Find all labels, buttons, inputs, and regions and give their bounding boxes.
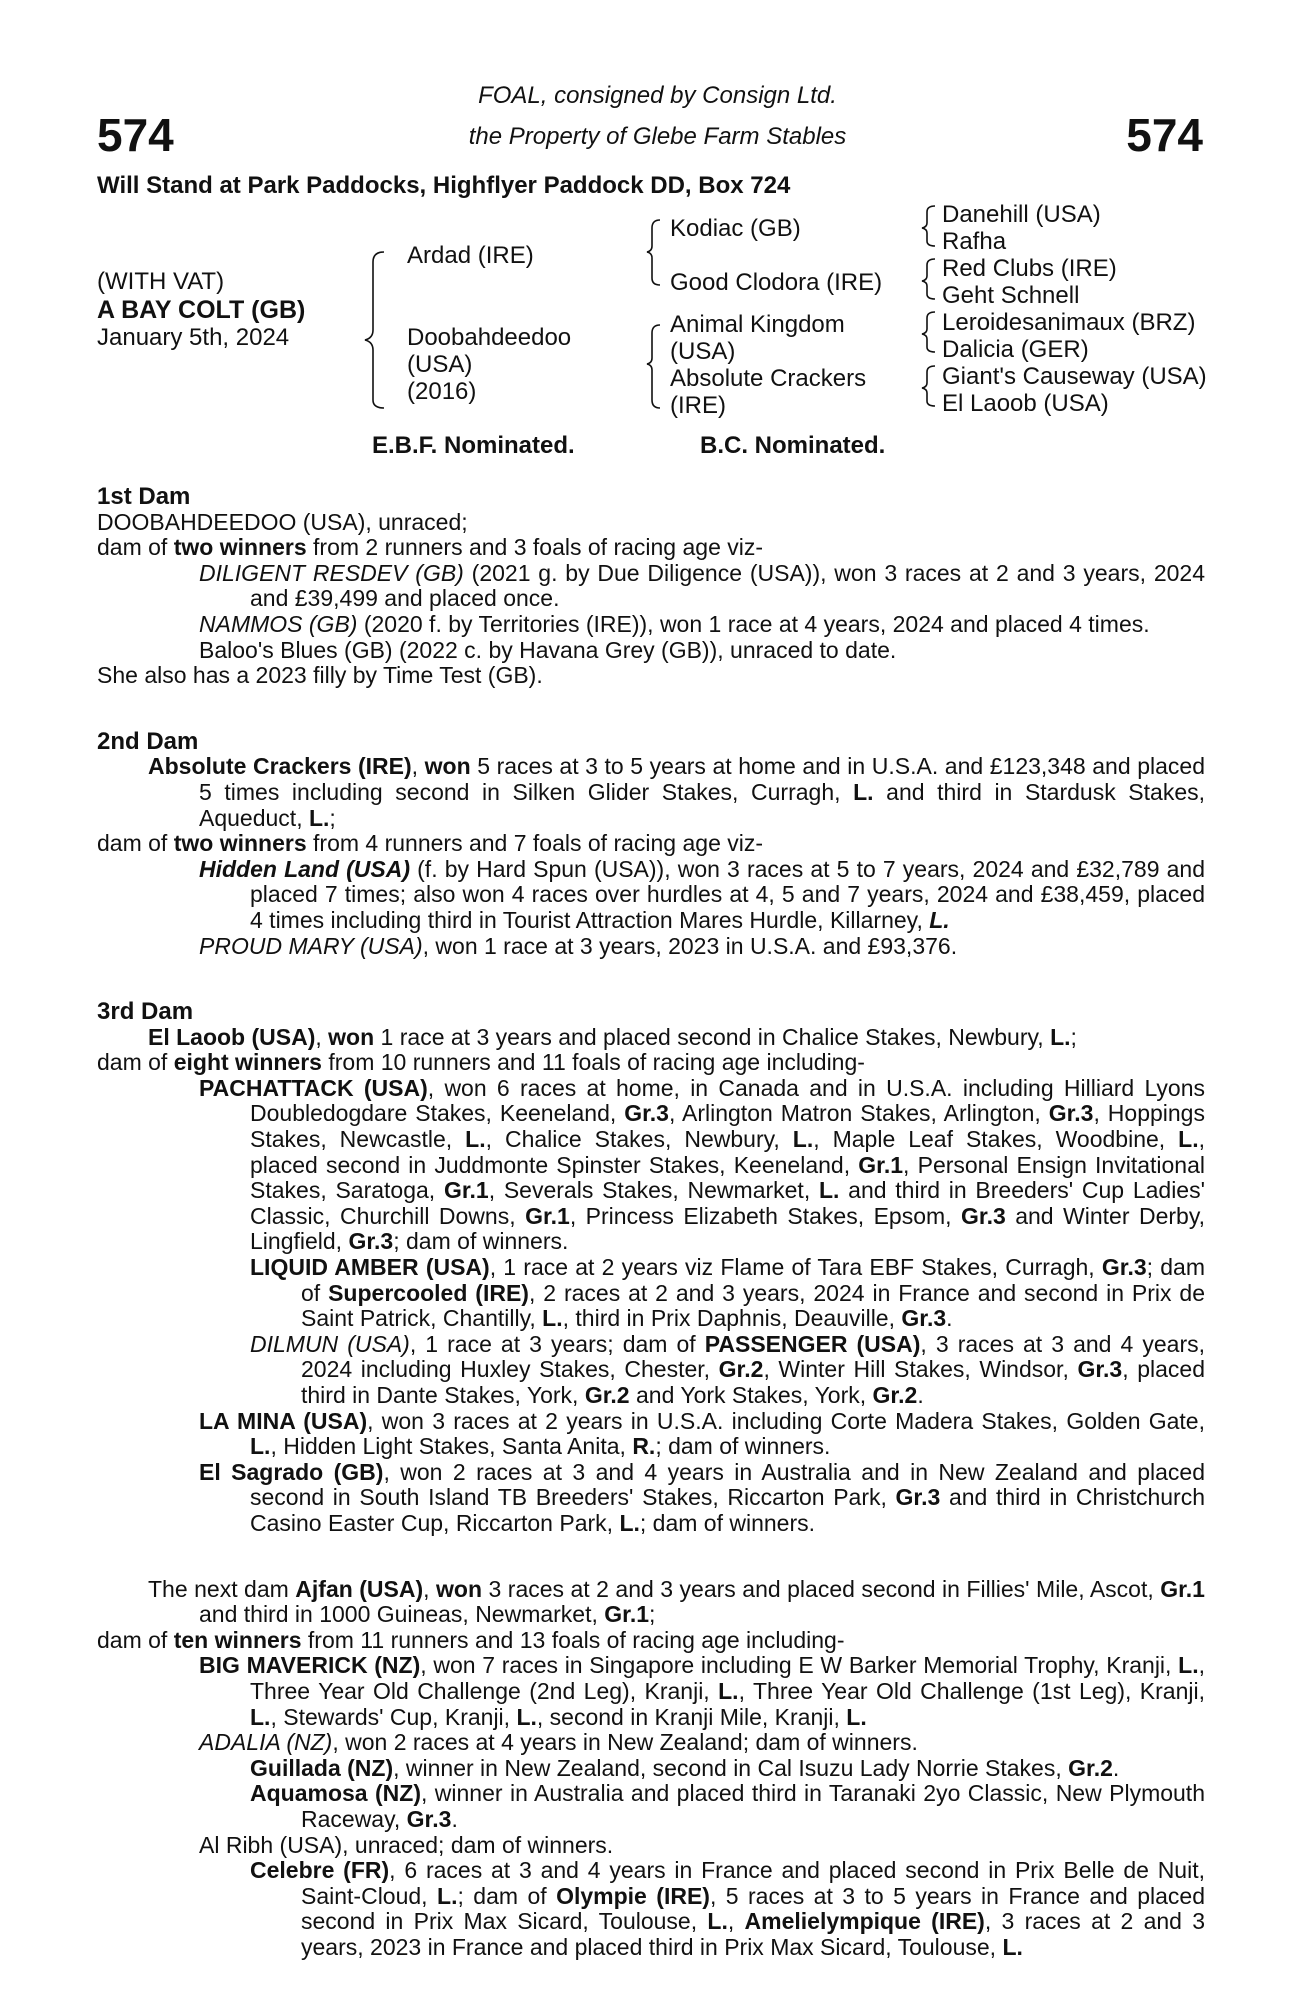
consigned-line-1: FOAL, consigned by Consign Ltd. [478, 82, 837, 109]
first-dam-produce-2: NAMMOS (GB) (2020 f. by Territories (IRE)), won 1 race at 4 years, 2024 and placed 4 times. [199, 610, 1150, 637]
third-dam-record: El Laoob (USA), won 1 race at 3 years and placed second in Chalice Stakes, Newbury, L.; [148, 1023, 1077, 1050]
brace-dam [647, 325, 660, 408]
first-dam-summary: DOOBAHDEEDOO (USA), unraced; [97, 508, 468, 535]
brace-gen1 [365, 252, 384, 408]
consigned-line-2: the Property of Glebe Farm Stables [468, 123, 847, 150]
next-dam-produce-count: dam of ten winners from 11 runners and 13 foals of racing age including- [97, 1626, 845, 1653]
next-dam-record: The next dam Ajfan (USA), won 3 races at 2 and 3 years and placed second in Fillies' Mile, Ascot, Gr.1 and third in 1000 Guineas, Newmarket, Gr.1; [148, 1575, 1205, 1628]
second-dam-produce-count: dam of two winners from 4 runners and 7 foals of racing age viz- [97, 830, 764, 857]
pedigree-braces [0, 0, 1315, 420]
lot-name: A BAY COLT (GB) [97, 296, 306, 324]
pedigree-sire: Ardad (IRE) [407, 242, 534, 269]
first-dam-yearling-note: She also has a 2023 filly by Time Test (GB). [97, 662, 543, 689]
next-dam-produce-big-maverick: BIG MAVERICK (NZ), won 7 races in Singapore including E W Barker Memorial Trophy, Kranji, L., Three Year Old Challenge (2nd Leg), Kranji, L., Three Year Old Challenge (1st Leg), Kranji, L., Stewards' Cup, Kranji, L., second in Kranji Mile, Kranji, L. [199, 1652, 1205, 1730]
brace-g1 [922, 206, 935, 246]
lot-number-right: 574 [1126, 109, 1203, 161]
pedigree-g3-3: Red Clubs (IRE) [942, 255, 1117, 282]
pedigree-g3-8: El Laoob (USA) [942, 390, 1109, 417]
third-dam-produce-pachattack: PACHATTACK (USA), won 6 races at home, in Canada and in U.S.A. including Hilliard Lyons Doubledogdare Stakes, Keeneland, Gr.3, Arlington Matron Stakes, Arlington, Gr.3, Hoppings Stakes, Newcastle, L., Chalice Stakes, Newbury, L., Maple Leaf Stakes, Woodbine, L., placed second in Juddmonte Spinster Stakes, Keeneland, Gr.1, Personal Ensign Invitational Stakes, Saratoga, Gr.1, Severals Stakes, Newmarket, L. and third in Breeders' Cup Ladies' Classic, Churchill Downs, Gr.1, Princess Elizabeth Stakes, Epsom, Gr.3 and Winter Derby, Lingfield, Gr.3; dam of winners. [199, 1074, 1206, 1255]
next-dam-produce-adalia: ADALIA (NZ), won 2 races at 4 years in New Zealand; dam of winners. [199, 1729, 918, 1756]
second-dam-heading: 2nd Dam [97, 727, 199, 755]
first-dam-produce-count: dam of two winners from 2 runners and 3 foals of racing age viz- [97, 534, 764, 561]
second-dam-record: Absolute Crackers (IRE), won 5 races at 3 to 5 years at home and in U.S.A. and £123,348 and placed 5 times including second in Silken Glider Stakes, Curragh, L. and third in Stardusk Stakes, Aqueduct, L.; [148, 753, 1206, 831]
pedigree-dam-dam-line1: Absolute Crackers [670, 365, 867, 392]
pedigree-dam-sire-line1: Animal Kingdom [670, 311, 845, 338]
third-dam-heading: 3rd Dam [97, 998, 194, 1026]
ebf-nominated: E.B.F. Nominated. [372, 432, 575, 459]
first-dam-produce-1: DILIGENT RESDEV (GB) (2021 g. by Due Diligence (USA)), won 3 races at 2 and 3 years, 2024 and £39,499 and placed once. [199, 559, 1205, 612]
pedigree-g3-6: Dalicia (GER) [942, 336, 1089, 363]
second-dam-produce-2: PROUD MARY (USA), won 1 race at 3 years, 2023 in U.S.A. and £93,376. [199, 932, 958, 959]
brace-g2 [922, 259, 935, 299]
pedigree-g3-7: Giant's Causeway (USA) [942, 363, 1207, 390]
pedigree-g3-4: Geht Schnell [942, 282, 1080, 309]
pedigree-dam-line1: Doobahdeedoo [407, 324, 572, 351]
lot-number-left: 574 [97, 109, 174, 161]
brace-sire [647, 220, 660, 285]
pedigree-dam-line2: (USA) [407, 351, 473, 378]
pedigree-g3-1: Danehill (USA) [942, 201, 1101, 228]
bc-nominated: B.C. Nominated. [700, 432, 886, 459]
third-dam-produce-count: dam of eight winners from 10 runners and 11 foals of racing age including- [97, 1049, 865, 1076]
third-dam-produce-la-mina: LA MINA (USA), won 3 races at 2 years in U.S.A. including Corte Madera Stakes, Golden Gate, L., Hidden Light Stakes, Santa Anita, R.; dam of winners. [199, 1407, 1205, 1460]
first-dam-produce-3: Baloo's Blues (GB) (2022 c. by Havana Grey (GB)), unraced to date. [199, 636, 897, 663]
pedigree-dam-dam-line2: (IRE) [670, 392, 726, 419]
pedigree-g3-2: Rafha [942, 228, 1007, 255]
second-dam-produce-1: Hidden Land (USA) (f. by Hard Spun (USA)), won 3 races at 5 to 7 years, 2024 and £32,789 and placed 7 times; also won 4 races over hurdles at 4, 5 and 7 years, 2024 and £38,459, placed 4 times including third in Tourist Attraction Mares Hurdle, Killarney, L. [199, 855, 1205, 933]
next-dam-produce-al-ribh: Al Ribh (USA), unraced; dam of winners. [199, 1831, 614, 1858]
pedigree-sire-dam: Good Clodora (IRE) [670, 269, 883, 296]
third-dam-produce-el-sagrado: El Sagrado (GB), won 2 races at 3 and 4 years in Australia and in New Zealand and placed second in South Island TB Breeders' Stakes, Riccarton Park, Gr.3 and third in Christchurch Casino Easter Cup, Riccarton Park, L.; dam of winners. [199, 1458, 1205, 1536]
first-dam-heading: 1st Dam [97, 483, 191, 510]
third-dam-grandproduce-dilmun: DILMUN (USA), 1 race at 3 years; dam of PASSENGER (USA), 3 races at 3 and 4 years, 2024 including Huxley Stakes, Chester, Gr.2, Winter Hill Stakes, Windsor, Gr.3, placed third in Dante Stakes, York, Gr.2 and York Stakes, York, Gr.2. [250, 1330, 1205, 1408]
foaling-date: January 5th, 2024 [97, 324, 290, 351]
pedigree-g3-5: Leroidesanimaux (BRZ) [942, 309, 1196, 336]
vat-note: (WITH VAT) [97, 268, 225, 295]
pedigree-sire-sire: Kodiac (GB) [670, 215, 801, 242]
produce-record [97, 484, 1205, 1960]
pedigree-dam-sire-line2: (USA) [670, 338, 736, 365]
third-dam-grandproduce-liquid-amber: LIQUID AMBER (USA), 1 race at 2 years viz Flame of Tara EBF Stakes, Curragh, Gr.3; dam of Supercooled (IRE), 2 races at 2 and 3 years, 2024 in France and second in Prix de Saint Patrick, Chantilly, L., third in Prix Daphnis, Deauville, Gr.3. [250, 1254, 1205, 1332]
brace-g4 [922, 366, 935, 406]
next-dam-grandproduce-celebre: Celebre (FR), 6 races at 3 and 4 years in France and placed second in Prix Belle de Nuit, Saint-Cloud, L.; dam of Olympie (IRE), 5 races at 3 to 5 years in France and placed second in Prix Max Sicard, Toulouse, L., Amelielympique (IRE), 3 races at 2 and 3 years, 2023 in France and placed third in Prix Max Sicard, Toulouse, L. [250, 1857, 1206, 1960]
pedigree-dam-line3: (2016) [407, 378, 477, 405]
next-dam-grandproduce-aquamosa: Aquamosa (NZ), winner in Australia and placed third in Taranaki 2yo Classic, New Plymouth Raceway, Gr.3. [250, 1780, 1205, 1832]
brace-g3 [922, 312, 935, 352]
stand-location: Will Stand at Park Paddocks, Highflyer Paddock DD, Box 724 [97, 172, 791, 199]
next-dam-grandproduce-guillada: Guillada (NZ), winner in New Zealand, second in Cal Isuzu Lady Norrie Stakes, Gr.2. [250, 1754, 1120, 1781]
